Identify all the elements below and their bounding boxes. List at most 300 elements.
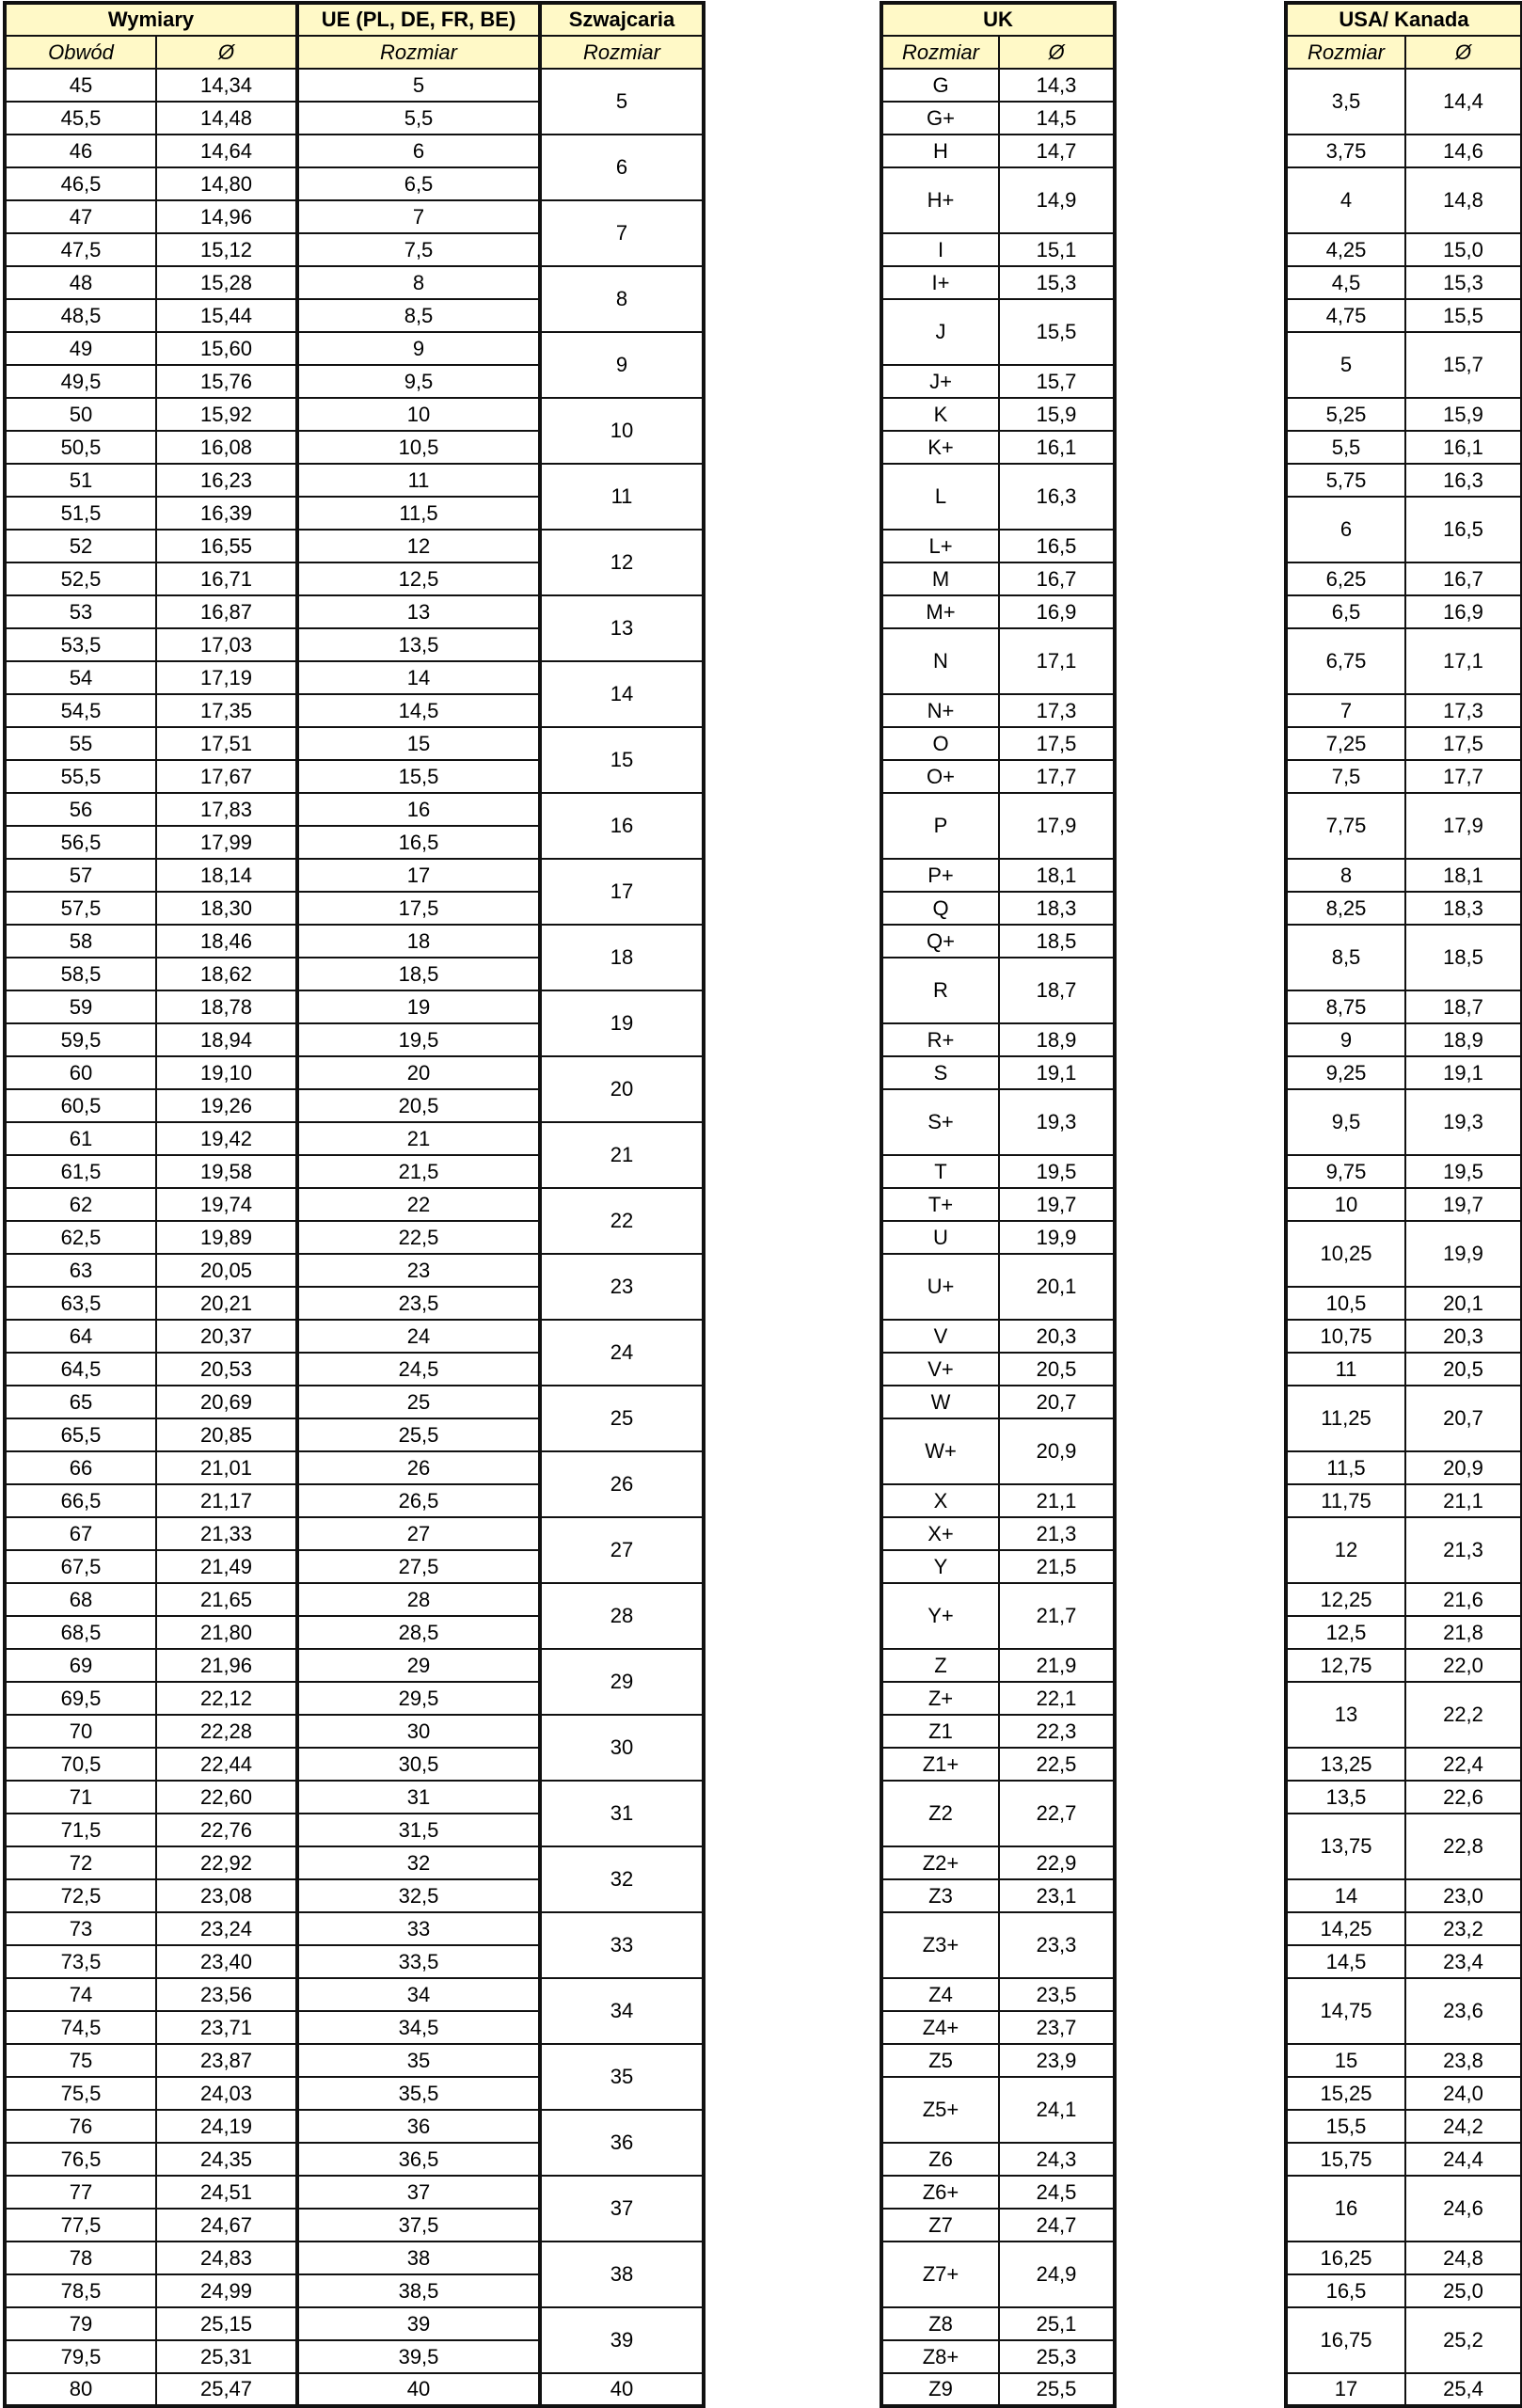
- table-row: [881, 727, 1115, 760]
- table-row: [5, 1978, 704, 2011]
- uk-size-cell: N+: [881, 694, 999, 727]
- us-size-cell: 12: [1286, 1517, 1405, 1583]
- eu-size-cell: 34,5: [297, 2011, 540, 2044]
- uk-diameter-cell: 18,5: [999, 925, 1115, 958]
- uk-diameter-cell: 23,3: [999, 1912, 1115, 1978]
- eu-size-cell: 13,5: [297, 628, 540, 661]
- uk-diameter-cell: 18,7: [999, 958, 1115, 1023]
- uk-diameter-cell: 20,7: [999, 1386, 1115, 1418]
- uk-size-cell: Z6+: [881, 2176, 999, 2209]
- table-row: [5, 2044, 704, 2077]
- us-size-cell: 10: [1286, 1188, 1405, 1221]
- eu-size-cell: 39,5: [297, 2340, 540, 2373]
- us-size-cell: 13,25: [1286, 1748, 1405, 1781]
- table-row: [1286, 1386, 1522, 1418]
- eu-size-cell: 40: [297, 2373, 540, 2406]
- us-diameter-cell: 15,0: [1405, 233, 1522, 266]
- diameter-cell: 24,83: [156, 2242, 297, 2274]
- obwod-cell: 45: [5, 69, 156, 102]
- table-row: [5, 2176, 704, 2209]
- table-row: [881, 102, 1115, 135]
- obwod-cell: 51: [5, 464, 156, 497]
- uk-diameter-cell: 24,9: [999, 2242, 1115, 2307]
- us-size-cell: 13: [1286, 1682, 1405, 1748]
- uk-diameter-cell: 19,7: [999, 1188, 1115, 1221]
- eu-size-cell: 11,5: [297, 497, 540, 530]
- diameter-cell: 15,44: [156, 299, 297, 332]
- table-row: [881, 793, 1115, 826]
- us-diameter-cell: 19,5: [1405, 1155, 1522, 1188]
- obwod-cell: 78: [5, 2242, 156, 2274]
- uk-diameter-cell: 21,7: [999, 1583, 1115, 1649]
- ch-size-cell: 30: [540, 1715, 704, 1781]
- diameter-cell: 23,71: [156, 2011, 297, 2044]
- uk-size-cell: S: [881, 1056, 999, 1089]
- us-size-cell: 6: [1286, 497, 1405, 562]
- us-diameter-cell: 23,4: [1405, 1945, 1522, 1978]
- table-row: [5, 1583, 704, 1616]
- ch-size-cell: 16: [540, 793, 704, 859]
- us-diameter-cell: 21,3: [1405, 1517, 1522, 1583]
- uk-size-cell: G: [881, 69, 999, 102]
- diameter-cell: 19,89: [156, 1221, 297, 1254]
- table-row: [1286, 2077, 1522, 2110]
- table-row: [5, 69, 704, 102]
- ch-size-cell: 17: [540, 859, 704, 925]
- table-row: [881, 365, 1115, 398]
- obwod-cell: 50: [5, 398, 156, 431]
- us-size-cell: 15,25: [1286, 2077, 1405, 2110]
- us-diameter-cell: 21,8: [1405, 1616, 1522, 1649]
- table-row: [881, 2011, 1115, 2044]
- diameter-cell: 16,55: [156, 530, 297, 562]
- table-row: [5, 332, 704, 365]
- eu-size-cell: 16,5: [297, 826, 540, 859]
- obwod-cell: 50,5: [5, 431, 156, 464]
- uk-diameter-cell: 21,5: [999, 1550, 1115, 1583]
- ch-header: Szwajcaria: [540, 3, 704, 36]
- diameter-cell: 21,96: [156, 1649, 297, 1682]
- diameter-cell: 25,31: [156, 2340, 297, 2373]
- uk-diameter-cell: 14,7: [999, 135, 1115, 167]
- table-row: [881, 1155, 1115, 1188]
- table-row: [881, 1583, 1115, 1616]
- uk-diameter-cell: 14,3: [999, 69, 1115, 102]
- diameter-cell: 20,69: [156, 1386, 297, 1418]
- eu-size-cell: 23: [297, 1254, 540, 1287]
- us-size-cell: 8,25: [1286, 892, 1405, 925]
- table-row: [1286, 431, 1522, 464]
- table-row: [1286, 1484, 1522, 1517]
- uk-diameter-cell: 14,5: [999, 102, 1115, 135]
- ch-size-cell: 34: [540, 1978, 704, 2044]
- uk-size-cell: Z7+: [881, 2242, 999, 2307]
- us-diameter-cell: 15,7: [1405, 332, 1522, 398]
- us-size-cell: 5,75: [1286, 464, 1405, 497]
- obwod-cell: 46: [5, 135, 156, 167]
- us-size-cell: 7,75: [1286, 793, 1405, 859]
- table-row: [1286, 2110, 1522, 2143]
- table-row: [881, 1353, 1115, 1386]
- uk-diameter-cell: 15,7: [999, 365, 1115, 398]
- table-row: [881, 892, 1115, 925]
- table-row: [1286, 2242, 1522, 2274]
- table-row: [1286, 2143, 1522, 2176]
- uk-size-cell: V: [881, 1320, 999, 1353]
- eu-size-cell: 9: [297, 332, 540, 365]
- us-diameter-cell: 16,7: [1405, 562, 1522, 595]
- eu-size-cell: 14,5: [297, 694, 540, 727]
- obwod-cell: 55: [5, 727, 156, 760]
- table-row: [881, 1320, 1115, 1353]
- table-row: [5, 1715, 704, 1748]
- uk-size-cell: W+: [881, 1418, 999, 1484]
- table-row: [1286, 1748, 1522, 1781]
- us-diameter-cell: 22,4: [1405, 1748, 1522, 1781]
- table-row: [5, 1451, 704, 1484]
- us-size-cell: 14,75: [1286, 1978, 1405, 2044]
- table-row: [1286, 1879, 1522, 1912]
- table-row: [1286, 2176, 1522, 2209]
- table-row: [881, 595, 1115, 628]
- diameter-cell: 18,78: [156, 990, 297, 1023]
- uk-diameter-cell: 22,7: [999, 1781, 1115, 1846]
- diameter-cell: 20,53: [156, 1353, 297, 1386]
- obwod-cell: 70: [5, 1715, 156, 1748]
- diameter-cell: 24,51: [156, 2176, 297, 2209]
- eu-size-cell: 6,5: [297, 167, 540, 200]
- us-diameter-cell: 16,3: [1405, 464, 1522, 497]
- us-size-cell: 14,5: [1286, 1945, 1405, 1978]
- diameter-cell: 24,03: [156, 2077, 297, 2110]
- uk-size-cell: T: [881, 1155, 999, 1188]
- uk-size-cell: Z1: [881, 1715, 999, 1748]
- table-row: [5, 793, 704, 826]
- us-size-cell: 10,5: [1286, 1287, 1405, 1320]
- us-diameter-cell: 19,7: [1405, 1188, 1522, 1221]
- uk-size-cell: R: [881, 958, 999, 1023]
- table-row: [5, 2110, 704, 2143]
- obwod-cell: 49: [5, 332, 156, 365]
- obwod-cell: 73,5: [5, 1945, 156, 1978]
- diameter-cell: 17,35: [156, 694, 297, 727]
- us-size-cell: 8,5: [1286, 925, 1405, 990]
- table-row: [5, 1320, 704, 1353]
- ch-size-cell: 26: [540, 1451, 704, 1517]
- table-row: [881, 2242, 1115, 2274]
- ch-size-cell: 31: [540, 1781, 704, 1846]
- uk-size-cell: O: [881, 727, 999, 760]
- us-size-cell: 5: [1286, 332, 1405, 398]
- table-row: [5, 1386, 704, 1418]
- table-row: [881, 2340, 1115, 2373]
- obwod-cell: 52: [5, 530, 156, 562]
- uk-size-cell: K+: [881, 431, 999, 464]
- diameter-cell: 24,67: [156, 2209, 297, 2242]
- eu-rozmiar-subheader: Rozmiar: [297, 36, 540, 69]
- us-diameter-cell: 20,9: [1405, 1451, 1522, 1484]
- us-diameter-cell: 16,9: [1405, 595, 1522, 628]
- diameter-cell: 19,74: [156, 1188, 297, 1221]
- uk-size-cell: S+: [881, 1089, 999, 1155]
- us-size-cell: 5,5: [1286, 431, 1405, 464]
- uk-size-cell: P: [881, 793, 999, 859]
- us-size-cell: 14,25: [1286, 1912, 1405, 1945]
- ch-size-cell: 9: [540, 332, 704, 398]
- ch-size-cell: 22: [540, 1188, 704, 1254]
- us-size-cell: 9: [1286, 1023, 1405, 1056]
- eu-size-cell: 20,5: [297, 1089, 540, 1122]
- table-row: [5, 1254, 704, 1287]
- us-diameter-cell: 23,0: [1405, 1879, 1522, 1912]
- obwod-cell: 54,5: [5, 694, 156, 727]
- us-size-cell: 16,25: [1286, 2242, 1405, 2274]
- us-diameter-cell: 25,4: [1405, 2373, 1522, 2406]
- obwod-cell: 65: [5, 1386, 156, 1418]
- us-size-cell: 4,25: [1286, 233, 1405, 266]
- us-diameter-cell: 22,6: [1405, 1781, 1522, 1814]
- obwod-cell: 60: [5, 1056, 156, 1089]
- us-diameter-subheader: Ø: [1405, 36, 1522, 69]
- uk-diameter-cell: 16,3: [999, 464, 1115, 530]
- obwod-cell: 59,5: [5, 1023, 156, 1056]
- uk-diameter-cell: 23,7: [999, 2011, 1115, 2044]
- table-row: [1286, 1814, 1522, 1846]
- eu-size-cell: 17,5: [297, 892, 540, 925]
- diameter-cell: 20,85: [156, 1418, 297, 1451]
- table-row: [5, 2307, 704, 2340]
- us-diameter-cell: 14,8: [1405, 167, 1522, 233]
- uk-diameter-cell: 19,9: [999, 1221, 1115, 1254]
- us-diameter-cell: 24,0: [1405, 2077, 1522, 2110]
- us-diameter-cell: 19,3: [1405, 1089, 1522, 1155]
- ch-size-cell: 40: [540, 2373, 704, 2406]
- table-row: [1286, 1056, 1522, 1089]
- eu-size-cell: 36,5: [297, 2143, 540, 2176]
- us-size-cell: 13,75: [1286, 1814, 1405, 1879]
- table-row: [5, 398, 704, 431]
- uk-diameter-cell: 25,1: [999, 2307, 1115, 2340]
- obwod-cell: 53,5: [5, 628, 156, 661]
- eu-size-cell: 31: [297, 1781, 540, 1814]
- uk-size-cell: M+: [881, 595, 999, 628]
- us-diameter-cell: 18,1: [1405, 859, 1522, 892]
- obwod-cell: 52,5: [5, 562, 156, 595]
- uk-size-cell: J+: [881, 365, 999, 398]
- us-size-cell: 10,25: [1286, 1221, 1405, 1287]
- us-diameter-cell: 23,2: [1405, 1912, 1522, 1945]
- table-row: [1286, 1089, 1522, 1122]
- diameter-cell: 17,51: [156, 727, 297, 760]
- uk-size-cell: X+: [881, 1517, 999, 1550]
- diameter-cell: 21,65: [156, 1583, 297, 1616]
- us-diameter-cell: 19,1: [1405, 1056, 1522, 1089]
- uk-size-cell: U+: [881, 1254, 999, 1320]
- obwod-cell: 62: [5, 1188, 156, 1221]
- table-row: [881, 2209, 1115, 2242]
- eu-size-cell: 32,5: [297, 1879, 540, 1912]
- obwod-cell: 67: [5, 1517, 156, 1550]
- ch-size-cell: 12: [540, 530, 704, 595]
- uk-size-cell: L+: [881, 530, 999, 562]
- obwod-cell: 79,5: [5, 2340, 156, 2373]
- table-row: [881, 1715, 1115, 1748]
- main-size-table: [3, 1, 706, 2408]
- uk-size-cell: W: [881, 1386, 999, 1418]
- uk-diameter-cell: 17,3: [999, 694, 1115, 727]
- ch-size-cell: 23: [540, 1254, 704, 1320]
- obwod-cell: 77,5: [5, 2209, 156, 2242]
- eu-size-cell: 8: [297, 266, 540, 299]
- table-row: [1286, 69, 1522, 102]
- uk-diameter-cell: 16,9: [999, 595, 1115, 628]
- table-row: [881, 233, 1115, 266]
- table-row: [1286, 1353, 1522, 1386]
- obwod-cell: 64: [5, 1320, 156, 1353]
- diameter-cell: 17,83: [156, 793, 297, 826]
- us-size-cell: 8,75: [1286, 990, 1405, 1023]
- ch-size-cell: 39: [540, 2307, 704, 2373]
- diameter-cell: 14,34: [156, 69, 297, 102]
- table-row: [881, 1386, 1115, 1418]
- us-diameter-cell: 24,6: [1405, 2176, 1522, 2242]
- eu-size-cell: 21,5: [297, 1155, 540, 1188]
- table-row: [881, 1748, 1115, 1781]
- eu-size-cell: 13: [297, 595, 540, 628]
- diameter-cell: 15,12: [156, 233, 297, 266]
- table-row: [1286, 694, 1522, 727]
- uk-diameter-cell: 17,9: [999, 793, 1115, 859]
- ch-rozmiar-subheader: Rozmiar: [540, 36, 704, 69]
- obwod-cell: 78,5: [5, 2274, 156, 2307]
- table-row: [881, 398, 1115, 431]
- diameter-cell: 16,71: [156, 562, 297, 595]
- diameter-cell: 21,17: [156, 1484, 297, 1517]
- table-row: [5, 2242, 704, 2274]
- eu-size-cell: 27: [297, 1517, 540, 1550]
- diameter-cell: 18,62: [156, 958, 297, 990]
- us-diameter-cell: 16,5: [1405, 497, 1522, 562]
- ch-size-cell: 27: [540, 1517, 704, 1583]
- obwod-cell: 54: [5, 661, 156, 694]
- eu-size-cell: 35,5: [297, 2077, 540, 2110]
- uk-diameter-cell: 25,5: [999, 2373, 1115, 2406]
- obwod-cell: 68: [5, 1583, 156, 1616]
- obwod-cell: 69: [5, 1649, 156, 1682]
- table-row: [881, 1879, 1115, 1912]
- us-size-cell: 17: [1286, 2373, 1405, 2406]
- diameter-cell: 22,12: [156, 1682, 297, 1715]
- ch-size-cell: 24: [540, 1320, 704, 1386]
- obwod-cell: 71,5: [5, 1814, 156, 1846]
- table-row: [5, 1188, 704, 1221]
- ch-size-cell: 15: [540, 727, 704, 793]
- uk-diameter-cell: 19,1: [999, 1056, 1115, 1089]
- us-size-cell: 9,5: [1286, 1089, 1405, 1155]
- uk-size-cell: Z: [881, 1649, 999, 1682]
- table-row: [881, 69, 1115, 102]
- obwod-cell: 56: [5, 793, 156, 826]
- table-row: [881, 1846, 1115, 1879]
- uk-size-cell: Z+: [881, 1682, 999, 1715]
- diameter-cell: 20,21: [156, 1287, 297, 1320]
- table-row: [1286, 859, 1522, 892]
- us-diameter-cell: 17,3: [1405, 694, 1522, 727]
- table-row: [5, 464, 704, 497]
- table-row: [881, 1418, 1115, 1451]
- table-row: [881, 2044, 1115, 2077]
- uk-size-cell: I: [881, 233, 999, 266]
- diameter-cell: 19,10: [156, 1056, 297, 1089]
- eu-size-cell: 29: [297, 1649, 540, 1682]
- eu-size-cell: 14: [297, 661, 540, 694]
- obwod-cell: 71: [5, 1781, 156, 1814]
- ch-size-cell: 25: [540, 1386, 704, 1451]
- table-row: [1286, 1287, 1522, 1320]
- ch-size-cell: 18: [540, 925, 704, 990]
- eu-size-cell: 39: [297, 2307, 540, 2340]
- obwod-cell: 76,5: [5, 2143, 156, 2176]
- eu-size-cell: 25,5: [297, 1418, 540, 1451]
- eu-size-cell: 8,5: [297, 299, 540, 332]
- diameter-cell: 18,46: [156, 925, 297, 958]
- table-row: [1286, 1912, 1522, 1945]
- eu-size-cell: 38: [297, 2242, 540, 2274]
- table-row: [1286, 332, 1522, 365]
- table-row: [5, 1517, 704, 1550]
- uk-size-cell: T+: [881, 1188, 999, 1221]
- obwod-cell: 69,5: [5, 1682, 156, 1715]
- table-row: [881, 2143, 1115, 2176]
- uk-size-cell: J: [881, 299, 999, 365]
- us-size-cell: 4: [1286, 167, 1405, 233]
- table-row: [5, 925, 704, 958]
- eu-size-cell: 32: [297, 1846, 540, 1879]
- eu-size-cell: 33,5: [297, 1945, 540, 1978]
- table-row: [1286, 1155, 1522, 1188]
- table-row: [1286, 2044, 1522, 2077]
- eu-size-cell: 23,5: [297, 1287, 540, 1320]
- eu-size-cell: 28: [297, 1583, 540, 1616]
- obwod-cell: 62,5: [5, 1221, 156, 1254]
- eu-size-cell: 17: [297, 859, 540, 892]
- table-row: [881, 925, 1115, 958]
- uk-diameter-cell: 21,1: [999, 1484, 1115, 1517]
- us-size-cell: 7,5: [1286, 760, 1405, 793]
- obwod-cell: 76: [5, 2110, 156, 2143]
- table-row: [881, 1056, 1115, 1089]
- uk-diameter-cell: 16,7: [999, 562, 1115, 595]
- us-diameter-cell: 15,9: [1405, 398, 1522, 431]
- table-row: [1286, 595, 1522, 628]
- uk-diameter-cell: 19,5: [999, 1155, 1115, 1188]
- table-row: [881, 2176, 1115, 2209]
- table-row: [1286, 167, 1522, 200]
- uk-diameter-cell: 15,3: [999, 266, 1115, 299]
- us-size-cell: 8: [1286, 859, 1405, 892]
- ch-size-cell: 32: [540, 1846, 704, 1912]
- diameter-cell: 19,26: [156, 1089, 297, 1122]
- eu-size-cell: 5: [297, 69, 540, 102]
- ch-size-cell: 13: [540, 595, 704, 661]
- obwod-cell: 74: [5, 1978, 156, 2011]
- ch-size-cell: 35: [540, 2044, 704, 2110]
- uk-diameter-cell: 15,1: [999, 233, 1115, 266]
- diameter-cell: 15,28: [156, 266, 297, 299]
- uk-size-cell: Z3: [881, 1879, 999, 1912]
- table-row: [1286, 990, 1522, 1023]
- table-row: [1286, 1320, 1522, 1353]
